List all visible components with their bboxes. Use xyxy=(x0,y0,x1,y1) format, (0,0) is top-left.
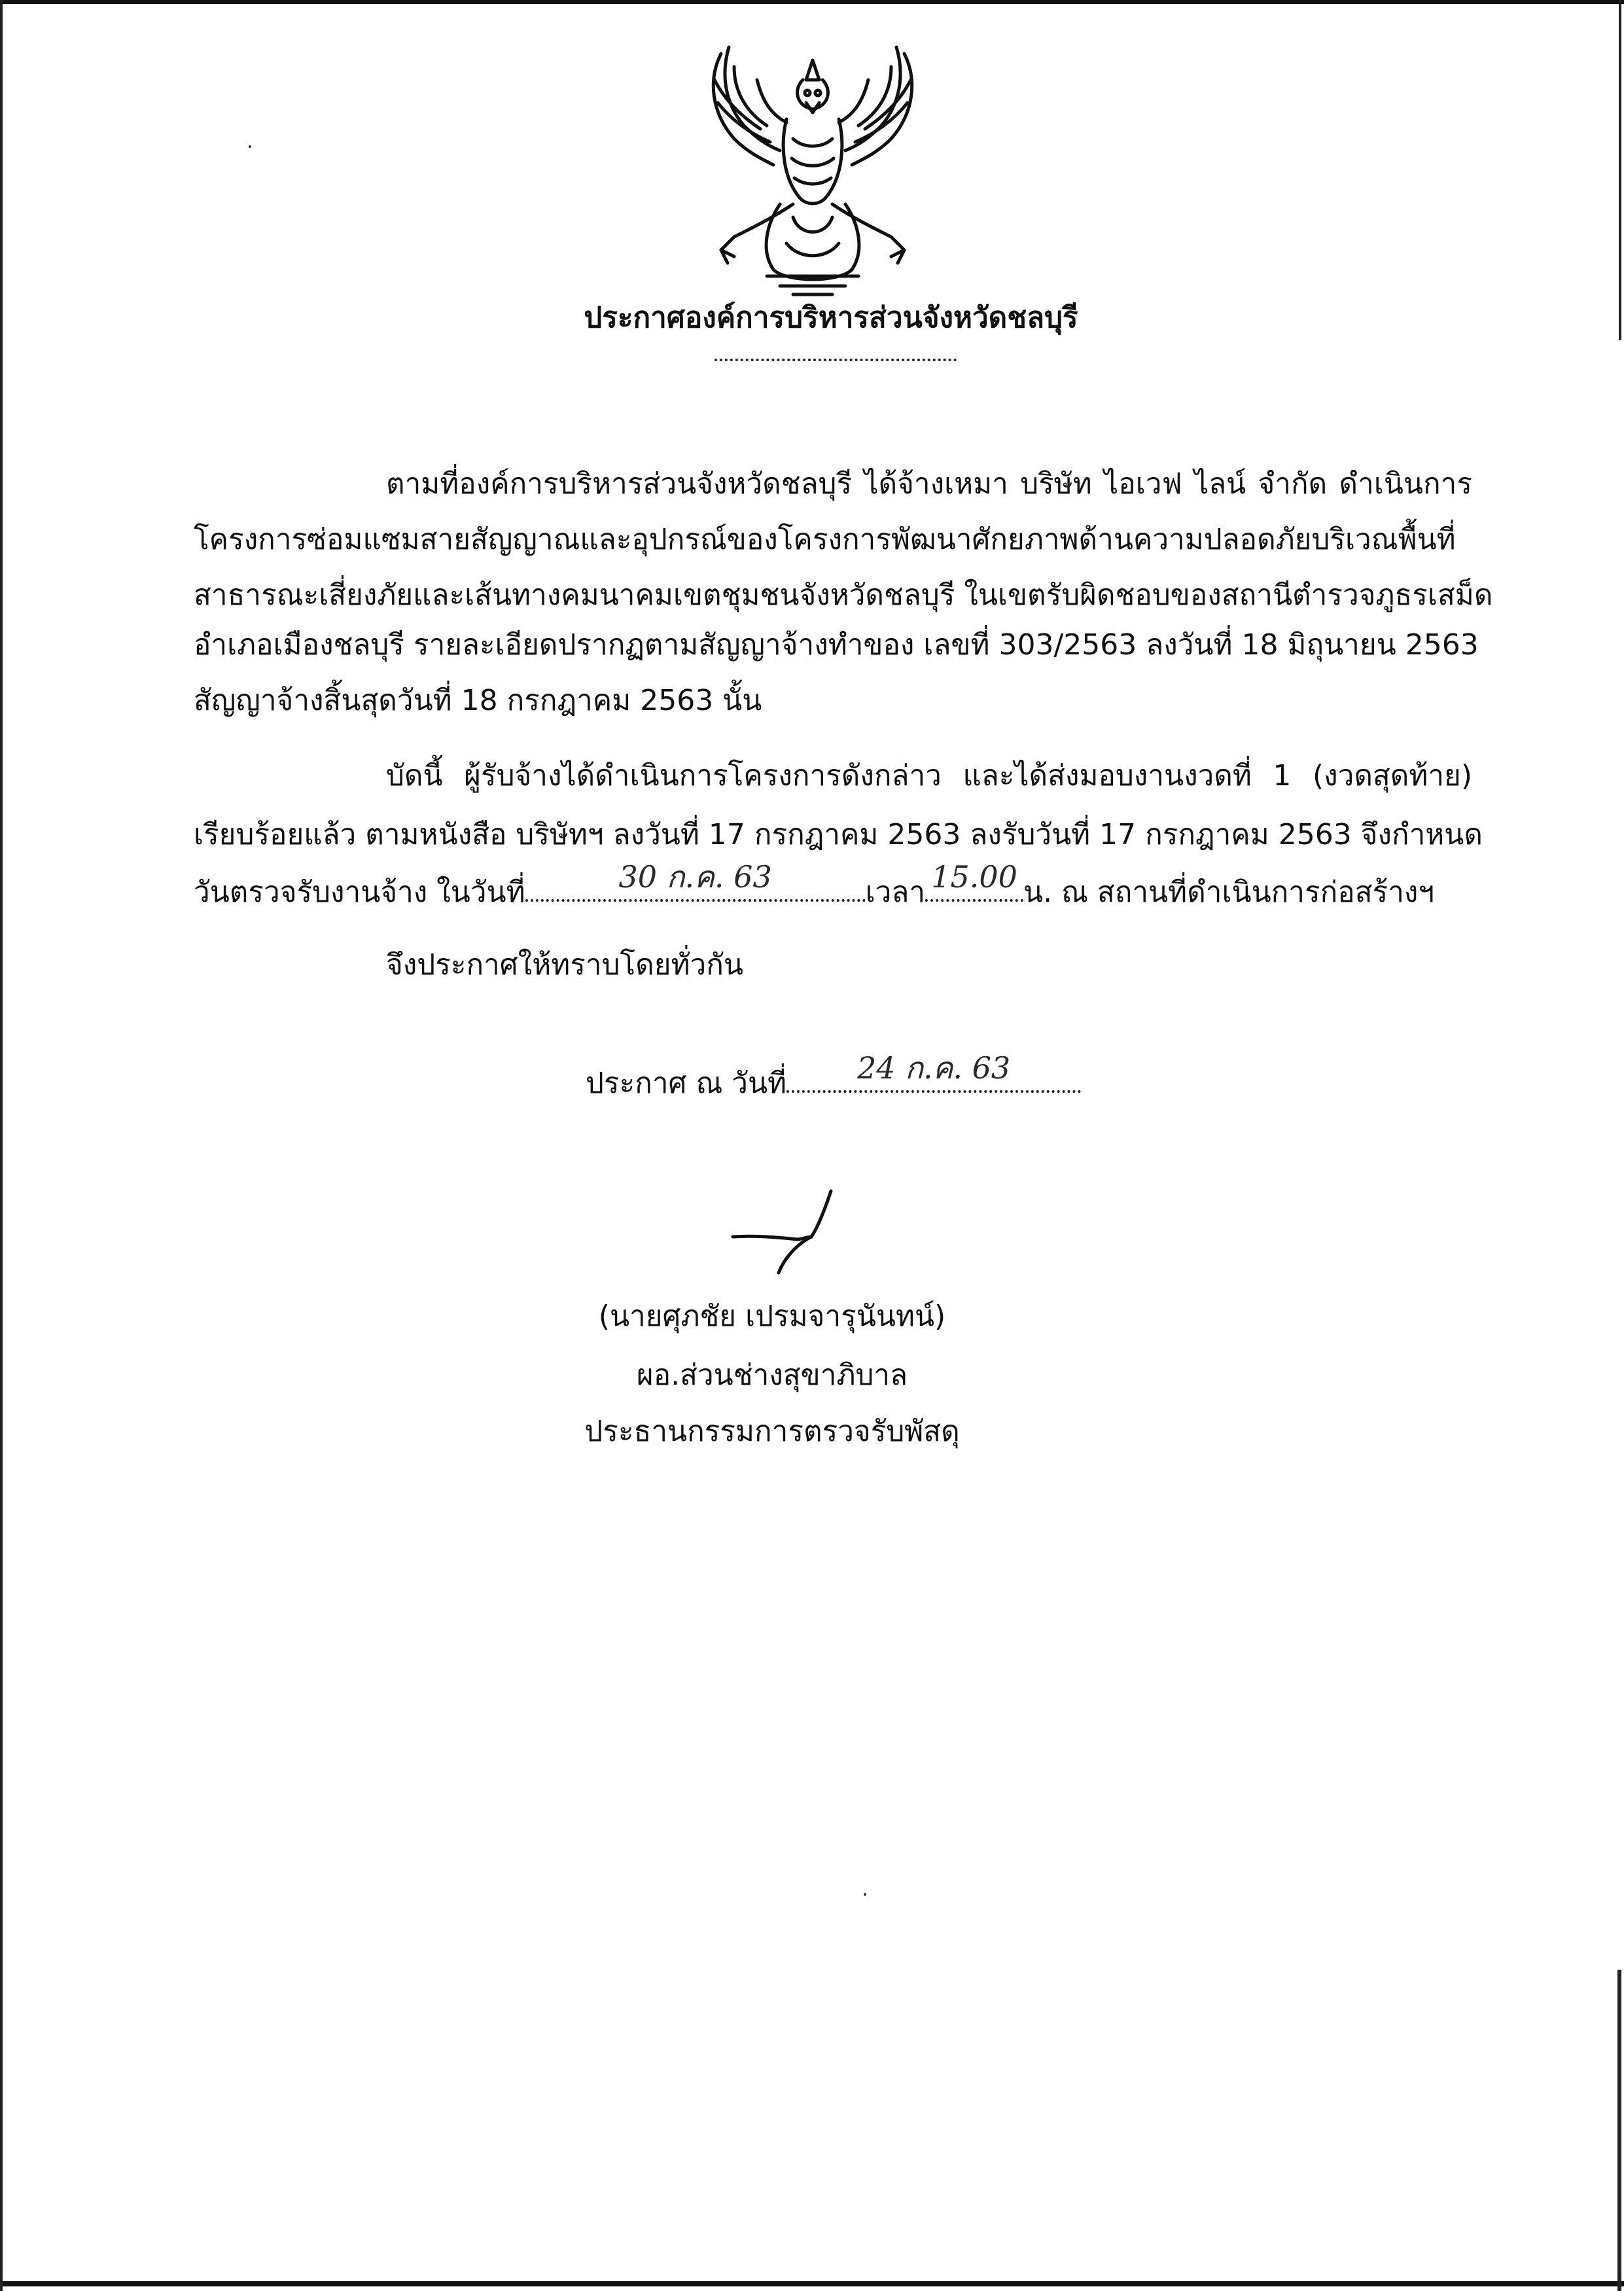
inspection-line xyxy=(194,859,1435,911)
scan-speck xyxy=(864,1893,866,1896)
paragraph2-line-2: เรียบร้อยแล้ว ตามหนังสือ บริษัทฯ ลงวันที่ 17 กรกฎาคม 2563 ลงรับวันที่ 17 กรกฎาคม 2563 จึงกำหนด xyxy=(194,818,1483,851)
paragraph1-line-2: โครงการซ่อมแซมสายสัญญาณและอุปกรณ์ของโครงการพัฒนาศักยภาพด้านความปลอดภัยบริเวณพื้นที่ xyxy=(194,523,1456,556)
announcement-heading: ประกาศองค์การบริหารส่วนจังหวัดชลบุรี xyxy=(584,301,1078,334)
scan-border-right-lower xyxy=(1617,1970,1621,2291)
signatory-role: ประธานกรรมการตรวจรับพัสดุ xyxy=(584,1415,960,1448)
scan-speck xyxy=(249,145,251,148)
inspection-date-field xyxy=(525,859,866,902)
signatory-name: (นายศุภชัย เปรมจารุนันทน์) xyxy=(598,1300,946,1333)
announce-date-handwritten: 24 ก.ค. 63 xyxy=(856,1050,1011,1086)
heading-divider xyxy=(715,353,957,361)
paragraph1-line-4: อำเภอเมืองชลบุรี รายละเอียดปรากฏตามสัญญาจ้างทำของ เลขที่ 303/2563 ลงวันที่ 18 มิถุนายน 2563 xyxy=(194,628,1479,662)
scan-border-right xyxy=(1619,0,1621,340)
paragraph1-line-3: สาธารณะเสี่ยงภัยและเส้นทางคมนาคมเขตชุมชนจังหวัดชลบุรี ในเขตรับผิดชอบของสถานีตำรวจภูธรเสม็ด xyxy=(194,578,1493,612)
paragraph2-line-1: บัดนี้ ผู้รับจ้างได้ดำเนินการโครงการดังกล่าว และได้ส่งมอบงานงวดที่ 1 (งวดสุดท้าย) xyxy=(386,759,1472,792)
signatory-position: ผอ.ส่วนช่างสุขาภิบาล xyxy=(636,1359,908,1392)
inspection-time-handwritten: 15.00 xyxy=(931,859,1017,895)
inspection-time-field xyxy=(925,859,1023,902)
signature-mark xyxy=(726,1184,870,1283)
inspection-date-handwritten: 30 ก.ค. 63 xyxy=(618,859,772,895)
inspection-suffix: น. ณ สถานที่ดำเนินการก่อสร้างฯ xyxy=(1023,876,1435,909)
closing-statement: จึงประกาศให้ทราบโดยทั่วกัน xyxy=(386,948,743,982)
scan-border-top xyxy=(0,0,1624,4)
inspection-time-label: เวลา xyxy=(865,876,926,909)
inspection-prefix: วันตรวจรับงานจ้าง ในวันที่ xyxy=(194,876,525,909)
garuda-emblem-icon xyxy=(695,41,930,297)
announce-date-field xyxy=(786,1050,1081,1093)
announce-date-prefix: ประกาศ ณ วันที่ xyxy=(586,1067,787,1100)
announce-date-line xyxy=(586,1050,1081,1102)
paragraph1-line-5: สัญญาจ้างสิ้นสุดวันที่ 18 กรกฎาคม 2563 นั้น xyxy=(194,684,762,717)
scan-border-bottom xyxy=(0,2281,1624,2286)
scan-border-left xyxy=(0,0,3,2291)
paragraph1-line-1: ตามที่องค์การบริหารส่วนจังหวัดชลบุรี ได้จ้างเหมา บริษัท ไอเวฟ ไลน์ จำกัด ดำเนินการ xyxy=(386,467,1472,501)
